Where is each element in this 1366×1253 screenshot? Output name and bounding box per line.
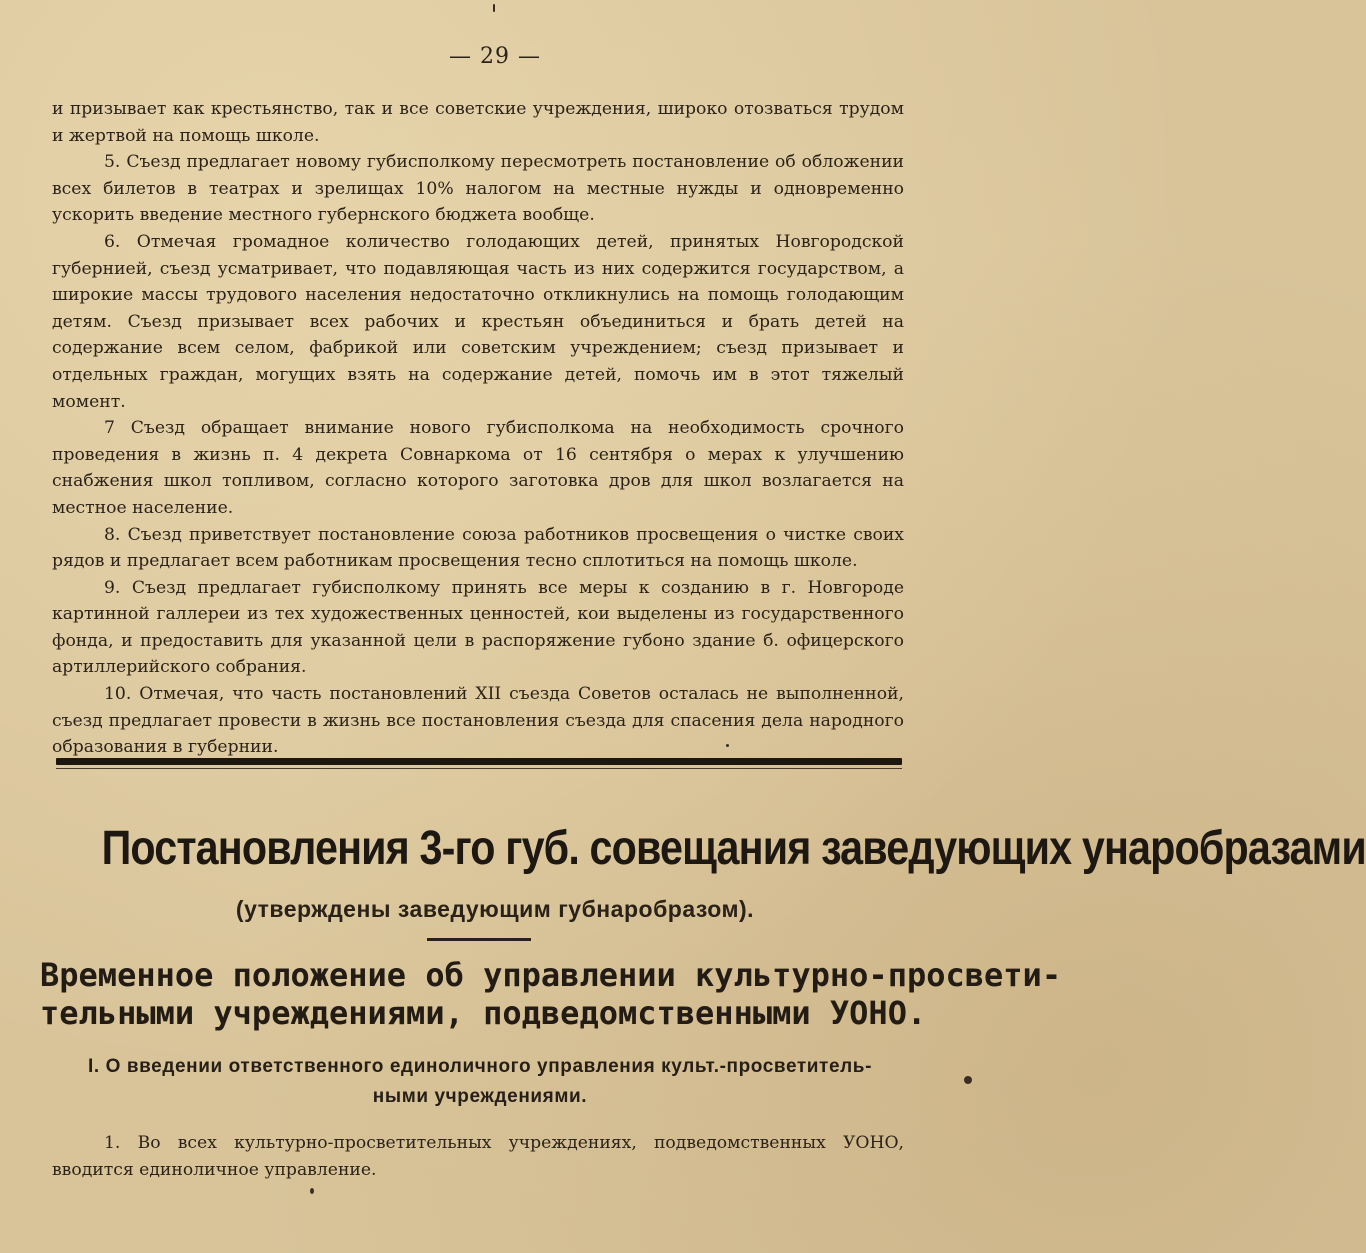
paper-speck <box>493 4 495 12</box>
paragraph-item-10: 10. Отмечая, что часть постановлений XII съезда Советов осталась не выполненной, съезд предлагает провести в жизнь все постановления съезда для спасения дела народного образования в губернии. <box>52 684 904 758</box>
subsection-heading <box>52 1052 908 1112</box>
body-text <box>52 96 904 761</box>
short-divider <box>427 938 531 941</box>
paragraph-continuation: и призывает как крестьянство, так и все советские учреждения, широко отозваться трудом и жертвой на помощь школе. <box>52 99 904 146</box>
paper-speck <box>726 744 729 747</box>
paragraph-item-7: 7 Съезд обращает внимание нового губисполкома на необходимость срочного проведения в жизнь п. 4 декрета Совнаркома от 16 сентября о мерах к улучшению снабжения школ топливом, согласно которого заготовка дров для школ возлагается на местное население. <box>52 418 904 518</box>
paragraph-item-8: 8. Съезд приветствует постановление союза работников просвещения о чистке своих рядов и предлагает всем работникам просвещения тесно сплотиться на помощь школе. <box>52 524 904 572</box>
section-heading <box>40 956 1062 1032</box>
paragraph-item-6: 6. Отмечая громадное количество голодающих детей, принятых Новгородской губернией, съезд усматривает, что подавляющая часть из них содержится государством, а широкие массы трудового населения недостаточно откликнулись на помощь голодающим детям. Съезд призывает всех рабочих и крестьян объединиться и брать детей на содержание всем селом, фабрикой или советским учреждением; съезд призывает и отдельных граждан, могущих взять на содержание детей, помочь им в этот тяжелый момент. <box>52 231 904 412</box>
final-text <box>52 1130 904 1183</box>
subsection-heading-line-2: ными учреждениями. <box>372 1086 588 1107</box>
subsection-heading-line-1: I. О введении ответственного единоличного управления культ.-просветитель- <box>87 1056 873 1077</box>
paper-speck <box>964 1076 972 1084</box>
main-heading: Постановления 3-го губ. совещания заведующих унаробразами <box>101 822 1366 875</box>
page-number: — 29 — <box>449 44 541 69</box>
final-paragraph: 1. Во всех культурно-просветительных учреждениях, подведомственных УОНО, вводится единоличное управление. <box>52 1133 904 1180</box>
section-heading-line-2: тельными учреждениями, подведомственными УОНО. <box>40 994 927 1032</box>
paragraph-item-5: 5. Съезд предлагает новому губисполкому пересмотреть постановление об обложении всех билетов в театрах и зрелищах 10% налогом на местные нужды и одновременно ускорить введение местного губернского бюджета вообще. <box>52 152 904 226</box>
paragraph-item-9: 9. Съезд предлагает губисполкому принять все меры к созданию в г. Новгороде картинной галлереи из тех художественных ценностей, кои выделены из государственного фонда, и предоставить для указанной цели в распоряжение губоно здание б. офицерского артиллерийского собрания. <box>52 577 904 678</box>
section-heading-line-1: Временное положение об управлении культурно-просвети- <box>40 956 1062 994</box>
sub-heading: (утверждены заведующим губнаробразом). <box>235 896 755 922</box>
thin-divider <box>56 768 902 769</box>
thick-divider <box>56 758 902 765</box>
paper-speck <box>310 1188 314 1194</box>
